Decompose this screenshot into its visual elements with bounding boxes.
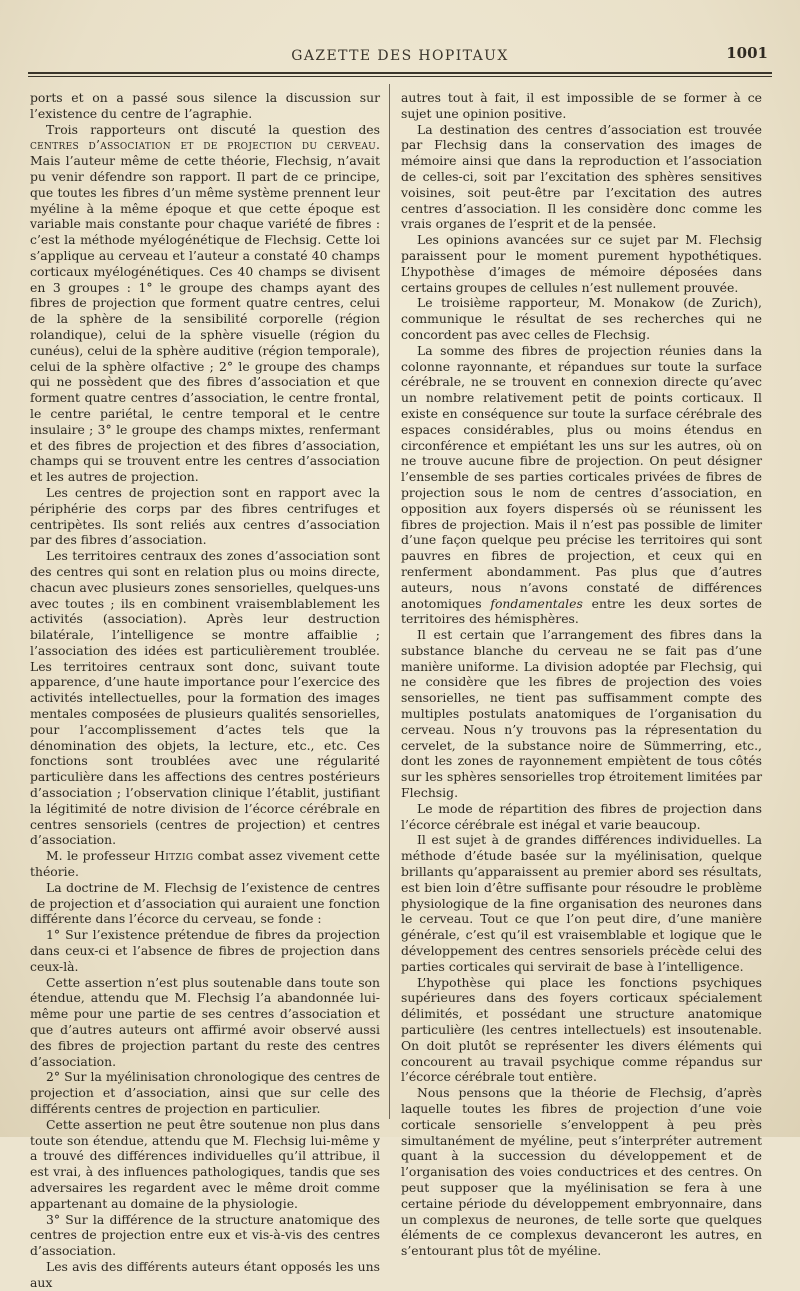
paragraph: Cette assertion ne peut être soutenue non plus dans toute son étendue, attendu que M. Flechsig lui-même y a trouvé des différences individuelles qu’il attribue, il est vrai, à des influences pathologiques, tandis que ses adversaires les regardent avec le même droit comme appartenant au domaine de la physiologie. (30, 1116, 380, 1211)
text-run: . Mais l’auteur même de cette théorie, Flechsig, n’avait pu venir défendre son rapport. Il part de ce principe, que toutes les fibres d’un même système prennent leur myéline à la même époque et que cette époque est variable mais constante pour chaque variété de fibres : c’est la méthode myélogénétique de Flechsig. Cette loi s’applique au cerveau et l’auteur a constaté 40 champs corticaux myélogénétiques. Ces 40 champs se divisent en 3 groupes : 1° le groupe des champs ayant des fibres de projection que forment quatre centres, celui de la sphère de la sensibilité corporelle (région rolandique), celui de la sphère visuelle (région du cunéus), celui de la sphère auditive (région temporale), celui de la sphère olfactive ; 2° le groupe des champs qui ne possèdent que des fibres d’association et que forment quatre centres d’association, le centre frontal, le centre pariétal, le centre temporal et le centre insulaire ; 3° le groupe des champs mixtes, renfermant et des fibres de projection et des fibres d’association, champs qui se trouvent entre les centres d’association et les autres de projection. (30, 137, 380, 485)
paragraph: La doctrine de M. Flechsig de l’existence de centres de projection et d’association qui auraient une fonction différente dans l’écorce du cerveau, se fonde : (30, 879, 380, 927)
paragraph (30, 848, 380, 880)
left-column (30, 90, 380, 1291)
paragraph: L’hypothèse qui place les fonctions psychiques supérieures dans des foyers corticaux spécialement délimités, et possédant une structure anatomique particulière (les centres intellectuels) est insoutenable. On doit plutôt se représenter les divers éléments qui concourent au travail psychique comme répandus sur l’écorce cérébrale tout entière. (401, 974, 762, 1085)
page-number: 1001 (726, 44, 768, 62)
paragraph: 3° Sur la différence de la structure anatomique des centres de projection entre eux et vis-à-vis des centres d’association. (30, 1211, 380, 1259)
paragraph: La destination des centres d’association est trouvée par Flechsig dans la conservation des images de mémoire ainsi que dans la reproduction et l’association de celles-ci, soit par l’excitation des sphères sensitives voisines, soit peut-être par l’excitation des autres centres d’association. Il les considère donc comme les vrais organes de l’esprit et de la pensée. (401, 121, 762, 232)
paragraph: Les avis des différents auteurs étant opposés les uns aux (30, 1258, 380, 1290)
paragraph (30, 122, 380, 485)
paragraph: 2° Sur la myélinisation chronologique des centres de projection et d’association, ainsi que sur celle des différents centres de projection en particulier. (30, 1069, 380, 1116)
paragraph: Les opinions avancées sur ce sujet par M. Flechsig paraissent pour le moment purement hypothétiques. L’hypothèse d’images de mémoire déposées dans certains groupes de cellules n’est nullement prouvée. (401, 232, 762, 295)
header-rule-thin (28, 76, 772, 77)
column-divider (389, 84, 390, 1119)
text-run: combat assez vivement cette théorie. (30, 848, 380, 880)
text-run: La somme des fibres de projection réunies dans la colonne rayonnante, et répandues sur toute la surface cérébrale, ne se trouvent en connexion directe qu’avec un nombre relativement petit de points corticaux. Il existe en conséquence sur toute la surface cérébrale des espaces considérables, plus ou moins étendus en circonférence et empiétant les uns sur les autres, où on ne trouve aucune fibre de projection. On peut désigner l’ensemble de ses parties corticales privées de fibres de projection sous le nom de centres d’association, en opposition aux foyers dispersés où se réunissent les fibres de projection. Mais il n’est pas possible de limiter d’une façon quelque peu précise les territoires qui sont pauvres en fibres de projection, et ceux qui en renferment abondamment. Pas plus que d’autres auteurs, nous n’avons constaté de différences anotomiques (401, 342, 762, 611)
page-header (28, 44, 772, 72)
section-topic: centres d’association et de projection du cerveau (30, 137, 377, 153)
header-rule-thick (28, 72, 772, 74)
paragraph: Le mode de répartition des fibres de projection dans l’écorce cérébrale est inégal et varie beaucoup. (401, 800, 762, 832)
text-run: Trois rapporteurs ont discuté la question des (46, 121, 380, 137)
text-run: M. le professeur (46, 848, 155, 864)
paragraph (401, 343, 762, 627)
paragraph: Cette assertion n’est plus soutenable dans toute son étendue, attendu que M. Flechsig l’a abandonnée lui-même pour une partie de ses centres d’association et que d’autres auteurs ont affirmé avoir observé aussi des fibres de projection partant du reste des centres d’association. (30, 974, 380, 1069)
emphasis: fondamentales (490, 595, 583, 611)
running-title: GAZETTE DES HOPITAUX (291, 48, 509, 64)
right-column (401, 90, 762, 1259)
paragraph: 1° Sur l’existence prétendue de fibres da projection dans ceux-ci et l’absence de fibres de projection dans ceux-là. (30, 927, 380, 974)
text-run: entre les deux sortes de territoires des hémisphères. (401, 595, 762, 627)
paragraph: Nous pensons que la théorie de Flechsig, d’après laquelle toutes les fibres de projection d’une voie corticale sensorielle s’enveloppent à peu près simultanément de myéline, peut s’interpréter autrement quant à la succession du développement et de l’organisation des voies conductrices et des centres. On peut supposer que la myélinisation se fera à une certaine période du développement embryonnaire, dans un complexus de neurones, de telle sorte que quelques éléments de ce complexus devanceront les autres, en s’entourant plus tôt de myéline. (401, 1085, 762, 1259)
author-name: Hitzig (154, 848, 194, 864)
paragraph: Les territoires centraux des zones d’association sont des centres qui sont en relation plus ou moins directe, chacun avec plusieurs zones sensorielles, quelques-uns avec toutes ; ils en combinent vraisemblablement les activités (association). Après leur destruction bilatérale, l’intelligence se montre affaiblie ; l’association des idées est particulièrement troublée. Les territoires centraux sont donc, suivant toute apparence, d’une haute importance pour l’exercice des activités intellectuelles, pour la formation des images mentales composées de plusieurs qualités sensorielles, pour l’accomplissement d’actes tels que la dénomination des objets, la lecture, etc., etc. Ces fonctions sont troublées avec une régularité particulière dans les affections des centres postérieurs d’association ; l’observation clinique l’établit, justifiant la légitimité de notre division de l’écorce cérébrale en centres sensoriels (centres de projection) et centres d’association. (30, 548, 380, 848)
paragraph: autres tout à fait, il est impossible de se former à ce sujet une opinion positive. (401, 90, 762, 121)
paragraph: Les centres de projection sont en rapport avec la périphérie des corps par des fibres centrifuges et centripètes. Ils sont reliés aux centres d’association par des fibres d’association. (30, 484, 380, 548)
paragraph: Le troisième rapporteur, M. Monakow (de Zurich), communique le résultat de ses recherches qui ne concordent pas avec celles de Flechsig. (401, 295, 762, 342)
paragraph: Il est certain que l’arrangement des fibres dans la substance blanche du cerveau ne se fait pas d’une manière uniforme. La division adoptée par Flechsig, qui ne considère que les fibres de projection des voies sensorielles, ne tient pas suffisamment compte des multiples postulats anatomiques de l’organisation du cerveau. Nous n’y trouvons pas la répresentation du cervelet, de la substance noire de Sümmerring, etc., dont les zones de rayonnement empiètent de tous côtés sur les sphères sensorielles trop étroitement limitées par Flechsig. (401, 627, 762, 801)
paragraph: ports et on a passé sous silence la discussion sur l’existence du centre de l’agraphie. (30, 90, 380, 121)
paragraph: Il est sujet à de grandes différences individuelles. La méthode d’étude basée sur la myélinisation, quelque brillants qu’apparaissent au premier abord ses résultats, est bien loin d’être suffisante pour résoudre le problème physiologique de la fine organisation des neurones dans le cerveau. Tout ce que l’on peut dire, d’une manière générale, c’est qu’il est vraisemblable et logique que le développement des centres sensoriels précède celui des parties corticales qui servirait de base à l’intelligence. (401, 832, 762, 974)
